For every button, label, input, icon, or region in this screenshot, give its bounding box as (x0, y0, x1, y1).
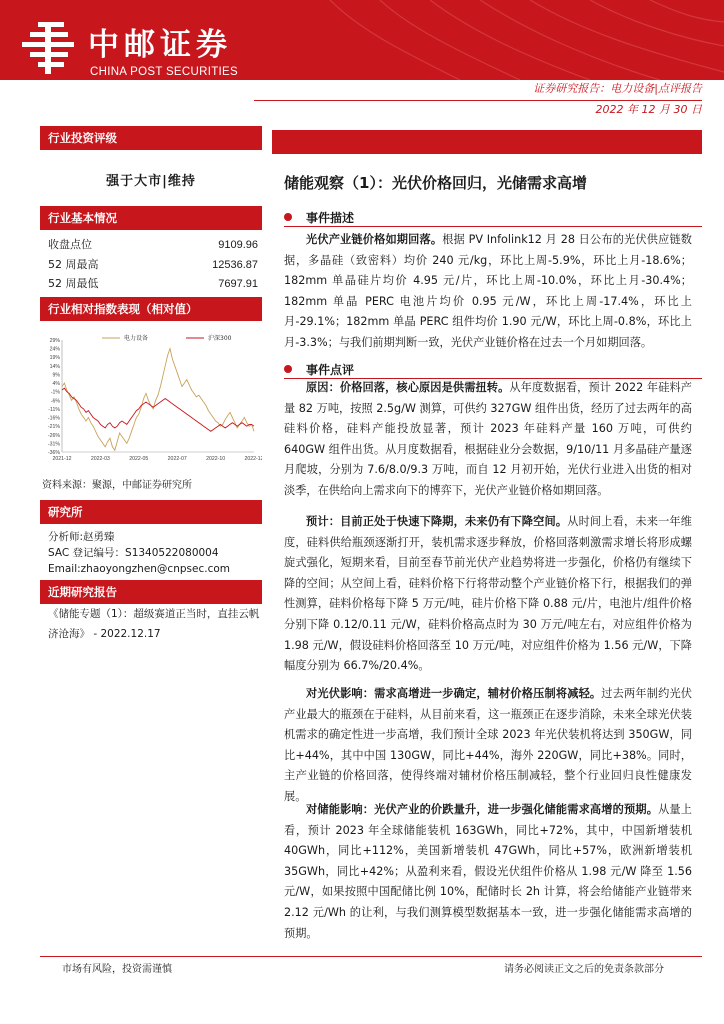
paragraph-storage-impact (284, 800, 692, 944)
basics-label: 52 周最低 (48, 277, 99, 290)
section-heading-event (284, 210, 354, 226)
y-tick-label: -1% (50, 389, 60, 396)
chart-source: 资料来源：聚源，中邮证券研究所 (42, 480, 192, 491)
section-heading-comment (284, 362, 354, 378)
paragraph-lead: 光伏产业链价格如期回落。 (306, 233, 443, 246)
y-tick-label: 4% (52, 381, 60, 388)
y-tick-label: -11% (48, 406, 60, 413)
paragraph-text: 过去两年制约光伏产业最大的瓶颈在于硅料，从目前来看，这一瓶颈正在逐步消除，未来全球光伏装机需求的确定性进一步高增，我们预计全球 2023 年光伏装机将达到 350GW，同比+44%，其中中国 130GW，同比+44%，海外 220GW，同比+38%。同时，主产业链的价格回落，使得终端对辅材价格压制减轻，整个行业回归良性健康发展。 (284, 687, 692, 803)
section-title: 事件描述 (306, 211, 355, 225)
report-type: 证券研究报告：电力设备|点评报告 (533, 82, 702, 95)
title-banner (272, 130, 702, 154)
analyst-sac: SAC 登记编号：S1340522080004 (48, 547, 219, 559)
paragraph-text: 从时间上看，未来一年维度，硅料供给瓶颈逐渐打开，装机需求逐步释放，价格回落刺激需求增长将形成螺旋式强化，短期来看，目前至春节前光伏产业趋势将进一步强化，价格仍有继续下降的空间；从空间上看，硅料价格下行将带动整个产业链价格下行，根据我们的弹性测算，硅料价格每下降 5 万元/吨，硅片价格下降 0.88 元/片，电池片/组件价格分别下降 0.12/0.11 元/W，硅料价格高点时为 30 万元/吨左右，对应组件价格为 1.98 元/W，假设硅料价格回落至 10 万元/吨，对应组件价格为 1.56 元/W，下降幅度分别为 66.7%/20.4%。 (284, 515, 692, 673)
brand-name-en: CHINA POST SECURITIES (90, 66, 238, 78)
y-tick-label: 9% (52, 372, 60, 379)
page-title: 储能观察（1）：光伏价格回归，光储需求高增 (284, 174, 587, 192)
paragraph-event (284, 230, 692, 354)
paragraph-lead: 对光伏影响：需求高增进一步确定，辅材价格压制将减轻。 (306, 687, 602, 700)
analyst-email[interactable]: Email:zhaoyongzhen@cnpsec.com (48, 563, 230, 575)
basics-value: 9109.96 (218, 239, 258, 251)
recent-report-link[interactable]: 《储能专题（1）：超级赛道正当时，直挂云帆济沧海》 - 2022.12.17 (48, 608, 260, 640)
y-tick-label: 19% (49, 355, 60, 362)
x-tick-label: 2022-03 (90, 456, 110, 462)
legend-label: 沪深300 (208, 335, 232, 342)
bullet-icon (284, 213, 292, 221)
analyst-name: 分析师:赵勇臻 (48, 531, 115, 543)
basics-label: 52 周最高 (48, 258, 99, 271)
basics-value: 7697.91 (218, 278, 258, 290)
y-tick-label: 29% (49, 338, 60, 344)
footer-rule (40, 956, 702, 957)
paragraph-pv-impact (284, 684, 692, 808)
page-header (0, 0, 724, 80)
section-title: 事件点评 (306, 363, 355, 377)
bullet-icon (284, 365, 292, 373)
paragraph-lead: 对储能影响：光伏产业的价跌量升，进一步强化储能需求高增的预期。 (306, 803, 659, 816)
header-rule (254, 100, 702, 101)
paragraph-lead: 预计：目前正处于快速下降期，未来仍有下降空间。 (306, 515, 568, 528)
x-tick-label: 2022-12 (244, 456, 262, 462)
footer-disclaimer: 请务必阅读正文之后的免责条款部分 (504, 964, 664, 975)
legend-label: 电力设备 (124, 335, 149, 342)
y-tick-label: -16% (47, 415, 60, 422)
report-date: 2022 年 12 月 30 日 (595, 103, 702, 116)
china-post-logo-icon (20, 22, 76, 74)
paragraph-forecast (284, 512, 692, 677)
paragraph-lead: 原因：价格回落，核心原因是供需扭转。 (306, 381, 510, 394)
footer-risk-note: 市场有风险，投资需谨慎 (62, 964, 172, 975)
basics-label: 收盘点位 (48, 238, 92, 251)
paragraph-reason (284, 378, 692, 502)
series-line-0 (62, 349, 254, 451)
x-tick-label: 2021-12 (52, 456, 72, 462)
relative-index-chart (40, 330, 262, 468)
rating-heading: 行业投资评级 (40, 126, 262, 150)
x-tick-label: 2022-10 (206, 456, 226, 462)
chart-heading: 行业相对指数表现（相对值） (40, 297, 262, 321)
industry-rating: 强于大市|维持 (106, 174, 196, 189)
relative-index-chart-svg (40, 330, 262, 468)
x-tick-label: 2022-07 (167, 456, 187, 462)
brand-name-cn: 中邮证券 (88, 27, 232, 63)
x-tick-label: 2022-05 (129, 456, 149, 462)
basics-value: 12536.87 (212, 259, 258, 271)
y-tick-label: 14% (49, 363, 60, 370)
paragraph-text: 从年度数据看，预计 2022 年硅料产量 82 万吨，按照 2.5g/W 测算，可供约 327GW 组件出货，经历了过去两年的高硅料价格，硅料产能投放显著，预计 2023 年硅料产量 160 万吨，可供约 640GW 组件出货。从月度数据看，根据硅业分会数据，9/10/11 月多晶硅产量逐月爬坡，分别为 7.6/8.0/9.3 万吨，而自 12 月初开始，光伏行业进入出货的相对淡季，在供给向上需求向下的博弈下，光伏产业链价格如期回落。 (284, 381, 692, 497)
recent-heading: 近期研究报告 (40, 580, 262, 604)
section-rule (284, 226, 702, 227)
basics-heading: 行业基本情况 (40, 206, 262, 230)
paragraph-text: 根据 PV Infolink12 月 28 日公布的光伏供应链数据，多晶硅（致密料）均价 240 元/kg，环比上周-5.9%，环比上月-18.6%；182mm 单晶硅片均价 4.95 元/片，环比上周-10.0%，环比上月-30.4%；182mm 单晶 PERC 电池片均价 0.95 元/W，环比上周-17.4%，环比上月-29.1%；182mm 单晶 PERC 组件均价 1.90 元/W，环比上周-0.8%，环比上月-3.3%；与我们前期判断一致，光伏产业链价格在过去一个月如期回落。 (284, 233, 692, 349)
y-tick-label: 24% (49, 346, 60, 353)
research-heading: 研究所 (40, 500, 262, 524)
y-tick-label: -31% (47, 441, 60, 448)
y-tick-label: -21% (47, 424, 60, 431)
y-tick-label: -26% (47, 432, 60, 439)
y-tick-label: -36% (47, 450, 60, 456)
paragraph-text: 从量上看，预计 2023 年全球储能装机 163GWh，同比+72%，其中，中国新增装机 40GWh，同比+112%，美国新增装机 47GWh，同比+57%，欧洲新增装机 35GWh，同比+42%；从盈利来看，假设光伏组件价格从 1.98 元/W 降至 1.56 元/W，如果按照中国配储比例 10%，配储时长 2h 计算，将会给储能产业链带来 2.12 元/Wh 的让利，与我们测算模型数据基本一致，进一步强化储能需求高增的预期。 (284, 803, 692, 940)
y-tick-label: -6% (50, 398, 60, 405)
